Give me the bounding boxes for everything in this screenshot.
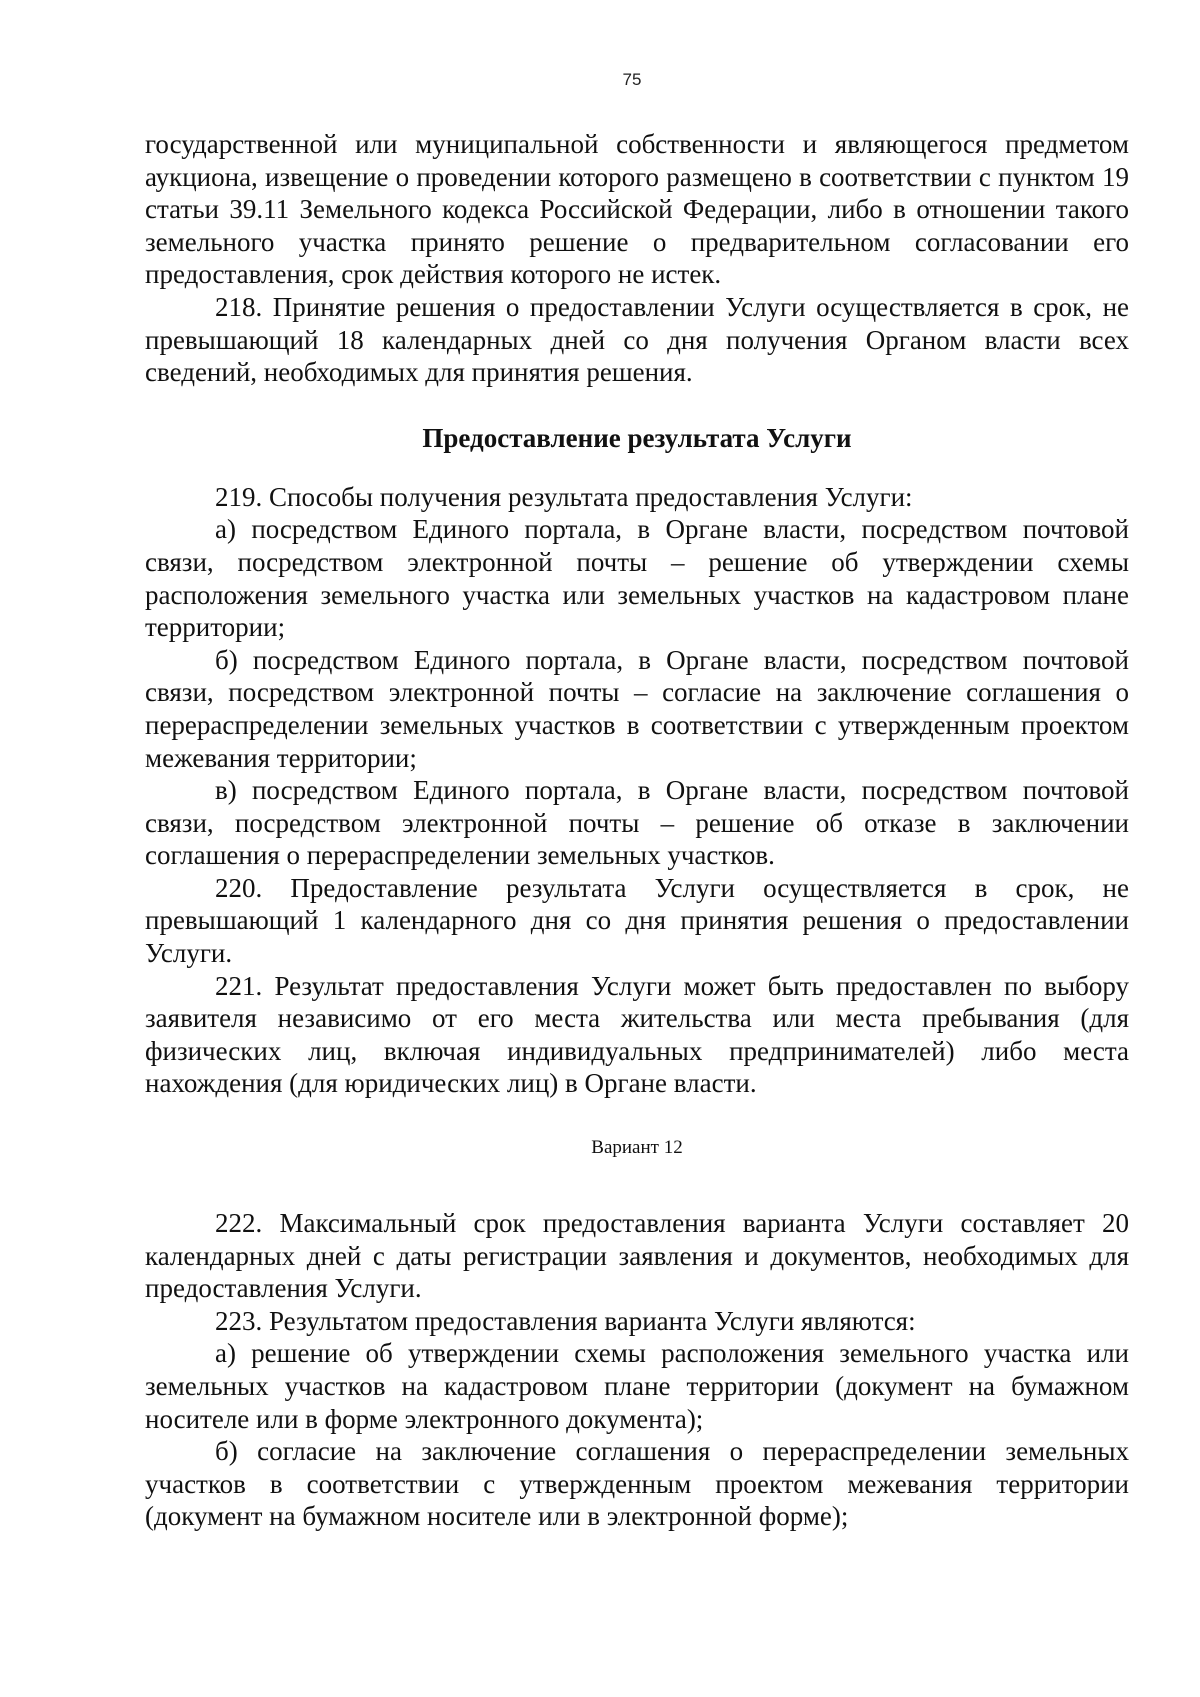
section-heading-result: Предоставление результата Услуги (422, 422, 852, 453)
paragraph-intro: государственной или муниципальной собственности и являющегося предметом аукциона, извещение о проведении которого размещено в соответствии с пунктом 19 статьи 39.11 Земельного кодекса Российской Федерации, либо в отношении такого земельного участка принято решение о предварительном согласовании его предоставления, срок действия которого не истек. (145, 129, 1129, 290)
document-body (145, 128, 1129, 1533)
paragraph-219: 219. Способы получения результата предоставления Услуги: (215, 481, 913, 512)
page-number: 75 (622, 70, 642, 89)
paragraph-222: 222. Максимальный срок предоставления варианта Услуги составляет 20 календарных дней с даты регистрации заявления и документов, необходимых для предоставления Услуги. (145, 1208, 1129, 1304)
paragraph-223-b: б) согласие на заключение соглашения о перераспределении земельных участков в соответствии с утвержденным проектом межевания территории (документ на бумажном носителе или в электронной форме); (145, 1436, 1129, 1532)
paragraph-223: 223. Результатом предоставления варианта Услуги являются: (215, 1305, 916, 1336)
paragraph-220: 220. Предоставление результата Услуги осуществляется в срок, не превышающий 1 календарного дня со дня принятия решения о предоставлении Услуги. (145, 872, 1129, 969)
paragraph-219-v: в) посредством Единого портала, в Органе власти, посредством почтовой связи, посредством электронной почты – решение об отказе в заключении соглашения о перераспределении земельных участков. (145, 775, 1129, 871)
paragraph-223-a: а) решение об утверждении схемы расположения земельного участка или земельных участков на кадастровом плане территории (документ на бумажном носителе или в форме электронного документа); (145, 1338, 1129, 1434)
paragraph-221: 221. Результат предоставления Услуги может быть предоставлен по выбору заявителя независимо от его места жительства или места пребывания (для физических лиц, включая индивидуальных предпринимателей) либо места нахождения (для юридических лиц) в Органе власти. (145, 970, 1129, 1099)
paragraph-219-a: а) посредством Единого портала, в Органе власти, посредством почтовой связи, посредством электронной почты – решение об утверждении схемы расположения земельного участка или земельных участков на кадастровом плане территории; (145, 514, 1129, 643)
paragraph-219-b: б) посредством Единого портала, в Органе власти, посредством почтовой связи, посредством электронной почты – согласие на заключение соглашения о перераспределении земельных участков в соответствии с утвержденным проектом межевания территории; (145, 644, 1129, 773)
paragraph-218: 218. Принятие решения о предоставлении Услуги осуществляется в срок, не превышающий 18 календарных дней со дня получения Органом власти всех сведений, необходимых для принятия решения. (145, 291, 1129, 388)
variant-title: Вариант 12 (591, 1137, 683, 1159)
